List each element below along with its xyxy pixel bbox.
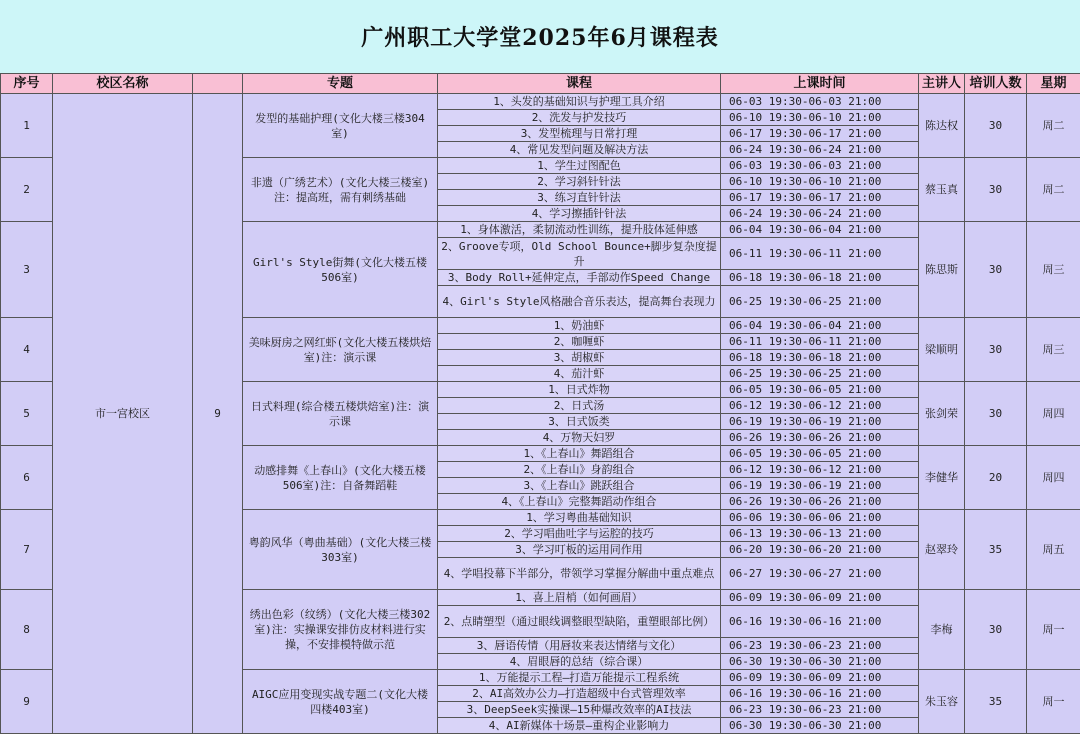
- row-number: 7: [1, 510, 53, 590]
- topic-name: 非遗（广绣艺术）(文化大楼三楼室)注：提高班，需有刺绣基础: [243, 158, 438, 222]
- course-time: 06-26 19:30-06-26 21:00: [721, 494, 919, 510]
- header-trainees: 培训人数: [965, 74, 1027, 94]
- course-time: 06-11 19:30-06-11 21:00: [721, 334, 919, 350]
- course-time: 06-10 19:30-06-10 21:00: [721, 174, 919, 190]
- row-number: 5: [1, 382, 53, 446]
- trainee-count: 30: [965, 222, 1027, 318]
- course-time: 06-11 19:30-06-11 21:00: [721, 238, 919, 270]
- lecturer: 陈达权: [919, 94, 965, 158]
- course-name: 3、练习直针针法: [438, 190, 721, 206]
- trainee-count: 35: [965, 510, 1027, 590]
- course-name: 4、万物天妇罗: [438, 430, 721, 446]
- header-no: 序号: [1, 74, 53, 94]
- header-time: 上课时间: [721, 74, 919, 94]
- topic-name: 发型的基础护理(文化大楼三楼304室): [243, 94, 438, 158]
- weekday: 周四: [1027, 382, 1080, 446]
- course-name: 2、Groove专项，Old School Bounce+脚步复杂度提升: [438, 238, 721, 270]
- course-name: 3、学习叮板的运用同作用: [438, 542, 721, 558]
- course-time: 06-27 19:30-06-27 21:00: [721, 558, 919, 590]
- course-time: 06-23 19:30-06-23 21:00: [721, 638, 919, 654]
- course-name: 4、Girl's Style风格融合音乐表达，提高舞台表现力: [438, 286, 721, 318]
- course-time: 06-30 19:30-06-30 21:00: [721, 718, 919, 734]
- course-name: 4、学唱投幕下半部分，带领学习掌握分解曲中重点难点: [438, 558, 721, 590]
- course-name: 1、奶油虾: [438, 318, 721, 334]
- course-name: 3、《上春山》跳跃组合: [438, 478, 721, 494]
- topic-name: 绣出色彩（纹绣）(文化大楼三楼302室)注：实操课安排仿皮材料进行实操，不安排模特做示范: [243, 590, 438, 670]
- course-name: 2、日式汤: [438, 398, 721, 414]
- course-time: 06-23 19:30-06-23 21:00: [721, 702, 919, 718]
- course-time: 06-16 19:30-06-16 21:00: [721, 686, 919, 702]
- course-time: 06-09 19:30-06-09 21:00: [721, 670, 919, 686]
- header-lecturer: 主讲人: [919, 74, 965, 94]
- lecturer: 张剑荣: [919, 382, 965, 446]
- course-name: 3、DeepSeek实操课—15种爆改效率的AI技法: [438, 702, 721, 718]
- course-time: 06-04 19:30-06-04 21:00: [721, 318, 919, 334]
- course-time: 06-10 19:30-06-10 21:00: [721, 110, 919, 126]
- header-row: [1, 74, 1080, 94]
- row-number: 4: [1, 318, 53, 382]
- course-time: 06-24 19:30-06-24 21:00: [721, 206, 919, 222]
- trainee-count: 30: [965, 158, 1027, 222]
- course-name: 2、《上春山》身韵组合: [438, 462, 721, 478]
- trainee-count: 30: [965, 94, 1027, 158]
- course-time: 06-09 19:30-06-09 21:00: [721, 590, 919, 606]
- course-name: 2、洗发与护发技巧: [438, 110, 721, 126]
- lecturer: 朱玉容: [919, 670, 965, 734]
- weekday: 周三: [1027, 318, 1080, 382]
- course-time: 06-25 19:30-06-25 21:00: [721, 366, 919, 382]
- course-time: 06-24 19:30-06-24 21:00: [721, 142, 919, 158]
- course-time: 06-06 19:30-06-06 21:00: [721, 510, 919, 526]
- campus-count: 9: [193, 94, 243, 734]
- course-name: 2、学习斜针针法: [438, 174, 721, 190]
- course-time: 06-30 19:30-06-30 21:00: [721, 654, 919, 670]
- course-time: 06-03 19:30-06-03 21:00: [721, 94, 919, 110]
- course-name: 1、万能提示工程—打造万能提示工程系统: [438, 670, 721, 686]
- lecturer: 陈思斯: [919, 222, 965, 318]
- course-name: 1、《上春山》舞蹈组合: [438, 446, 721, 462]
- course-name: 3、发型梳理与日常打理: [438, 126, 721, 142]
- trainee-count: 30: [965, 590, 1027, 670]
- course-time: 06-18 19:30-06-18 21:00: [721, 350, 919, 366]
- header-blank: [193, 74, 243, 94]
- course-time: 06-17 19:30-06-17 21:00: [721, 126, 919, 142]
- course-name: 1、身体激活，柔韧流动性训练，提升肢体延伸感: [438, 222, 721, 238]
- weekday: 周四: [1027, 446, 1080, 510]
- course-name: 3、胡椒虾: [438, 350, 721, 366]
- course-time: 06-16 19:30-06-16 21:00: [721, 606, 919, 638]
- course-time: 06-12 19:30-06-12 21:00: [721, 462, 919, 478]
- title-bar: [0, 0, 1080, 74]
- weekday: 周一: [1027, 590, 1080, 670]
- course-name: 2、AI高效办公力—打造超级中台式管理效率: [438, 686, 721, 702]
- lecturer: 赵翠玲: [919, 510, 965, 590]
- course-name: 4、茄汁虾: [438, 366, 721, 382]
- course-name: 3、唇语传情（用唇妆来表达情绪与文化）: [438, 638, 721, 654]
- course-time: 06-17 19:30-06-17 21:00: [721, 190, 919, 206]
- course-time: 06-13 19:30-06-13 21:00: [721, 526, 919, 542]
- course-time: 06-25 19:30-06-25 21:00: [721, 286, 919, 318]
- row-number: 6: [1, 446, 53, 510]
- course-time: 06-20 19:30-06-20 21:00: [721, 542, 919, 558]
- course-name: 2、点睛塑型（通过眼线调整眼型缺陷，重塑眼部比例）: [438, 606, 721, 638]
- course-name: 4、眉眼唇的总结（综合课）: [438, 654, 721, 670]
- trainee-count: 20: [965, 446, 1027, 510]
- lecturer: 李健华: [919, 446, 965, 510]
- course-time: 06-19 19:30-06-19 21:00: [721, 478, 919, 494]
- topic-name: Girl's Style街舞(文化大楼五楼506室): [243, 222, 438, 318]
- topic-name: 日式料理(综合楼五楼烘焙室)注：演示课: [243, 382, 438, 446]
- row-number: 2: [1, 158, 53, 222]
- row-number: 9: [1, 670, 53, 734]
- page-title: 广州职工大学堂2025年6月课程表: [361, 25, 719, 51]
- course-name: 4、常见发型问题及解决方法: [438, 142, 721, 158]
- course-time: 06-05 19:30-06-05 21:00: [721, 446, 919, 462]
- lecturer: 李梅: [919, 590, 965, 670]
- course-name: 3、Body Roll+延伸定点，手部动作Speed Change: [438, 270, 721, 286]
- course-name: 2、学习唱曲吐字与运腔的技巧: [438, 526, 721, 542]
- trainee-count: 35: [965, 670, 1027, 734]
- course-name: 4、《上春山》完整舞蹈动作组合: [438, 494, 721, 510]
- course-name: 1、头发的基础知识与护理工具介绍: [438, 94, 721, 110]
- weekday: 周五: [1027, 510, 1080, 590]
- header-campus: 校区名称: [53, 74, 193, 94]
- weekday: 周二: [1027, 94, 1080, 158]
- campus-name: 市一宫校区: [53, 94, 193, 734]
- header-weekday: 星期: [1027, 74, 1080, 94]
- topic-name: 动感排舞《上春山》(文化大楼五楼506室)注：自备舞蹈鞋: [243, 446, 438, 510]
- lecturer: 梁顺明: [919, 318, 965, 382]
- topic-name: AIGC应用变现实战专题二(文化大楼四楼403室): [243, 670, 438, 734]
- schedule-body: [1, 94, 1080, 734]
- course-time: 06-12 19:30-06-12 21:00: [721, 398, 919, 414]
- weekday: 周一: [1027, 670, 1080, 734]
- table-row: [1, 94, 1080, 110]
- trainee-count: 30: [965, 318, 1027, 382]
- course-name: 4、AI新媒体十场景—重构企业影响力: [438, 718, 721, 734]
- course-time: 06-19 19:30-06-19 21:00: [721, 414, 919, 430]
- row-number: 3: [1, 222, 53, 318]
- row-number: 8: [1, 590, 53, 670]
- weekday: 周三: [1027, 222, 1080, 318]
- topic-name: 粤韵风华（粤曲基础）(文化大楼三楼303室): [243, 510, 438, 590]
- weekday: 周二: [1027, 158, 1080, 222]
- course-name: 4、学习擦插针针法: [438, 206, 721, 222]
- course-time: 06-04 19:30-06-04 21:00: [721, 222, 919, 238]
- topic-name: 美味厨房之网红虾(文化大楼五楼烘焙室)注：演示课: [243, 318, 438, 382]
- course-name: 1、学生过图配色: [438, 158, 721, 174]
- course-name: 1、日式炸物: [438, 382, 721, 398]
- course-time: 06-05 19:30-06-05 21:00: [721, 382, 919, 398]
- schedule-table: [0, 73, 1080, 734]
- header-course: 课程: [438, 74, 721, 94]
- lecturer: 蔡玉真: [919, 158, 965, 222]
- course-time: 06-18 19:30-06-18 21:00: [721, 270, 919, 286]
- course-name: 3、日式饭类: [438, 414, 721, 430]
- course-name: 1、喜上眉梢（如何画眉）: [438, 590, 721, 606]
- trainee-count: 30: [965, 382, 1027, 446]
- course-name: 1、学习粤曲基础知识: [438, 510, 721, 526]
- course-time: 06-26 19:30-06-26 21:00: [721, 430, 919, 446]
- header-topic: 专题: [243, 74, 438, 94]
- row-number: 1: [1, 94, 53, 158]
- course-time: 06-03 19:30-06-03 21:00: [721, 158, 919, 174]
- course-name: 2、咖喱虾: [438, 334, 721, 350]
